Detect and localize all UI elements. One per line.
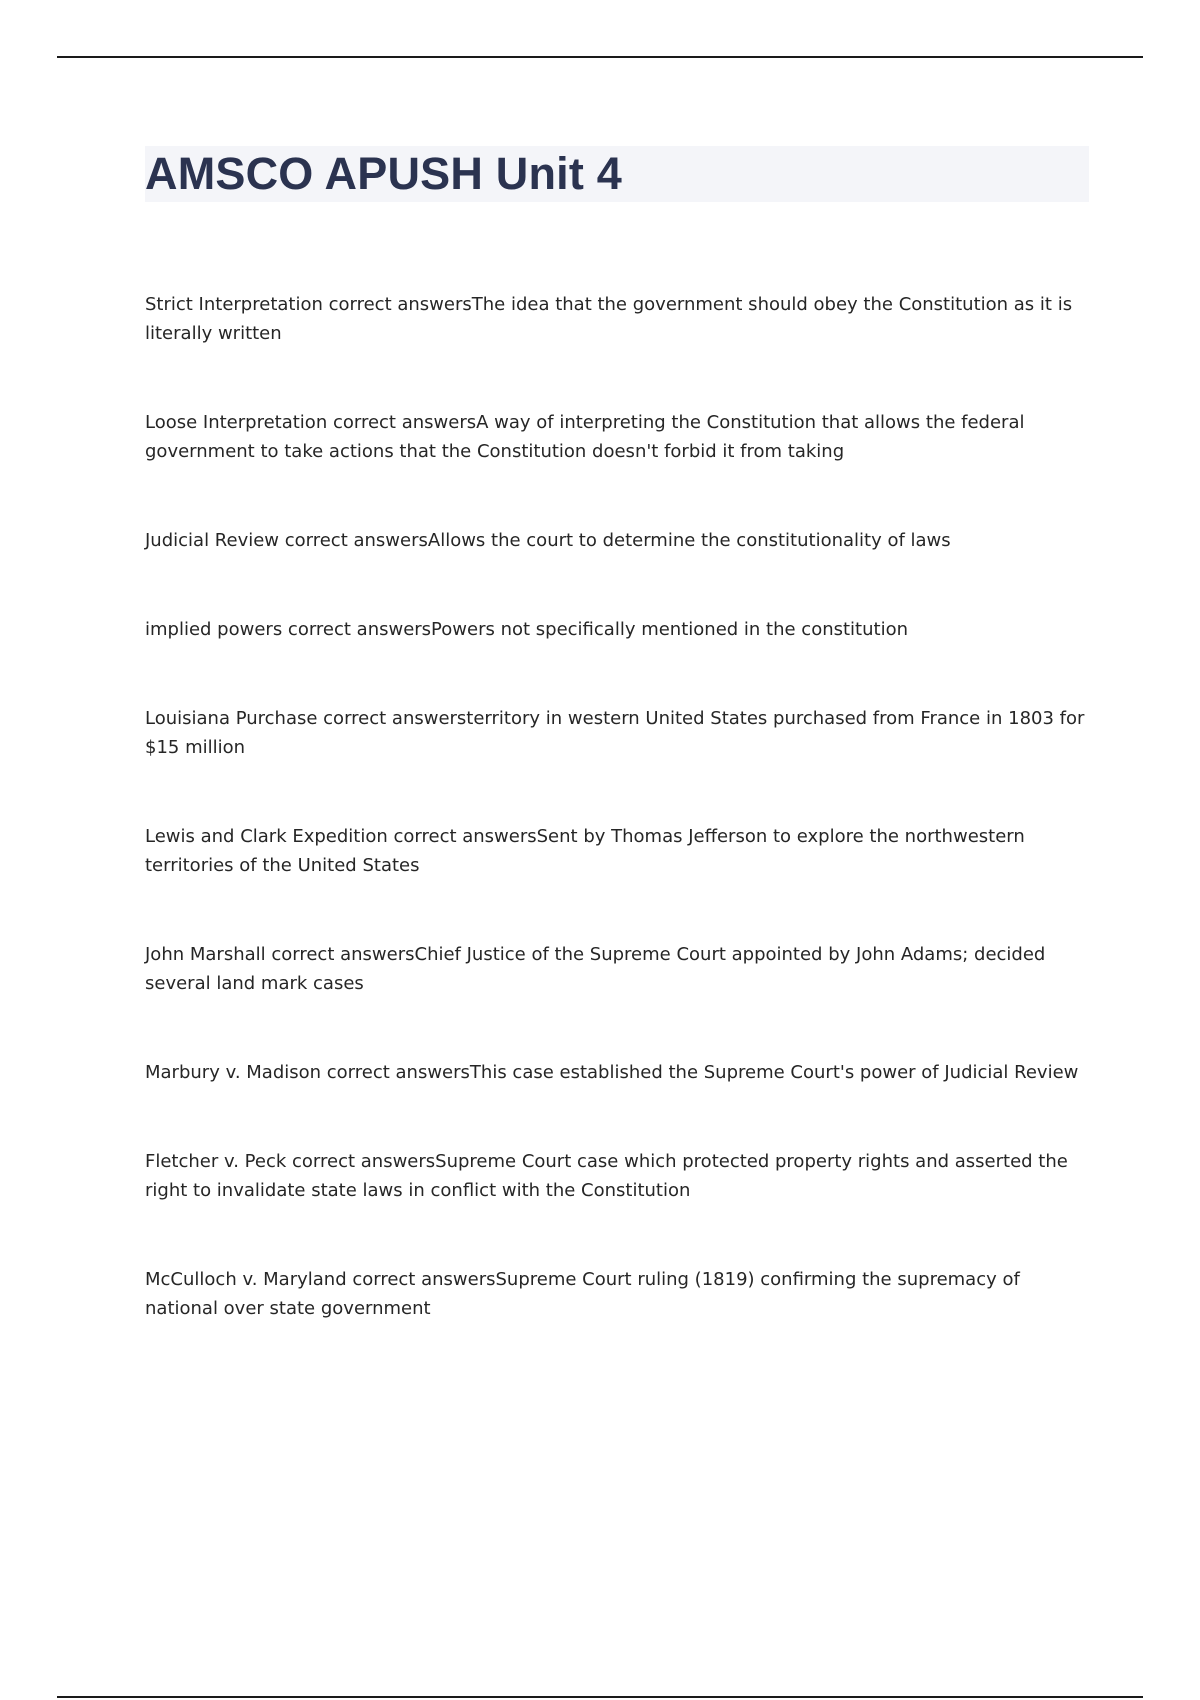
flashcard-entry: implied powers correct answersPowers not specifically mentioned in the constitution [145,619,909,640]
top-rule [57,56,1143,58]
flashcard-entry: Marbury v. Madison correct answersThis case established the Supreme Court's power of Judicial Review [145,1062,1079,1083]
flashcard-list [145,290,1095,1323]
flashcard-entry: Strict Interpretation correct answersThe idea that the government should obey the Constitution as it is literally written [145,294,1073,344]
bottom-rule [57,1696,1143,1698]
flashcard-entry: Louisiana Purchase correct answersterritory in western United States purchased from France in 1803 for $15 million [145,708,1085,758]
flashcard-entry: McCulloch v. Maryland correct answersSupreme Court ruling (1819) confirming the supremacy of national over state government [145,1269,1020,1319]
page-title: AMSCO APUSH Unit 4 [145,148,622,199]
flashcard-entry: Loose Interpretation correct answersA way of interpreting the Constitution that allows the federal government to take actions that the Constitution doesn't forbid it from taking [145,412,1025,462]
flashcard-entry: Judicial Review correct answersAllows the court to determine the constitutionality of laws [145,530,951,551]
flashcard-entry: Lewis and Clark Expedition correct answersSent by Thomas Jefferson to explore the northwestern territories of the United States [145,826,1025,876]
flashcard-entry: Fletcher v. Peck correct answersSupreme Court case which protected property rights and asserted the right to invalidate state laws in conflict with the Constitution [145,1151,1068,1201]
flashcard-entry: John Marshall correct answersChief Justice of the Supreme Court appointed by John Adams; decided several land mark cases [145,944,1046,994]
